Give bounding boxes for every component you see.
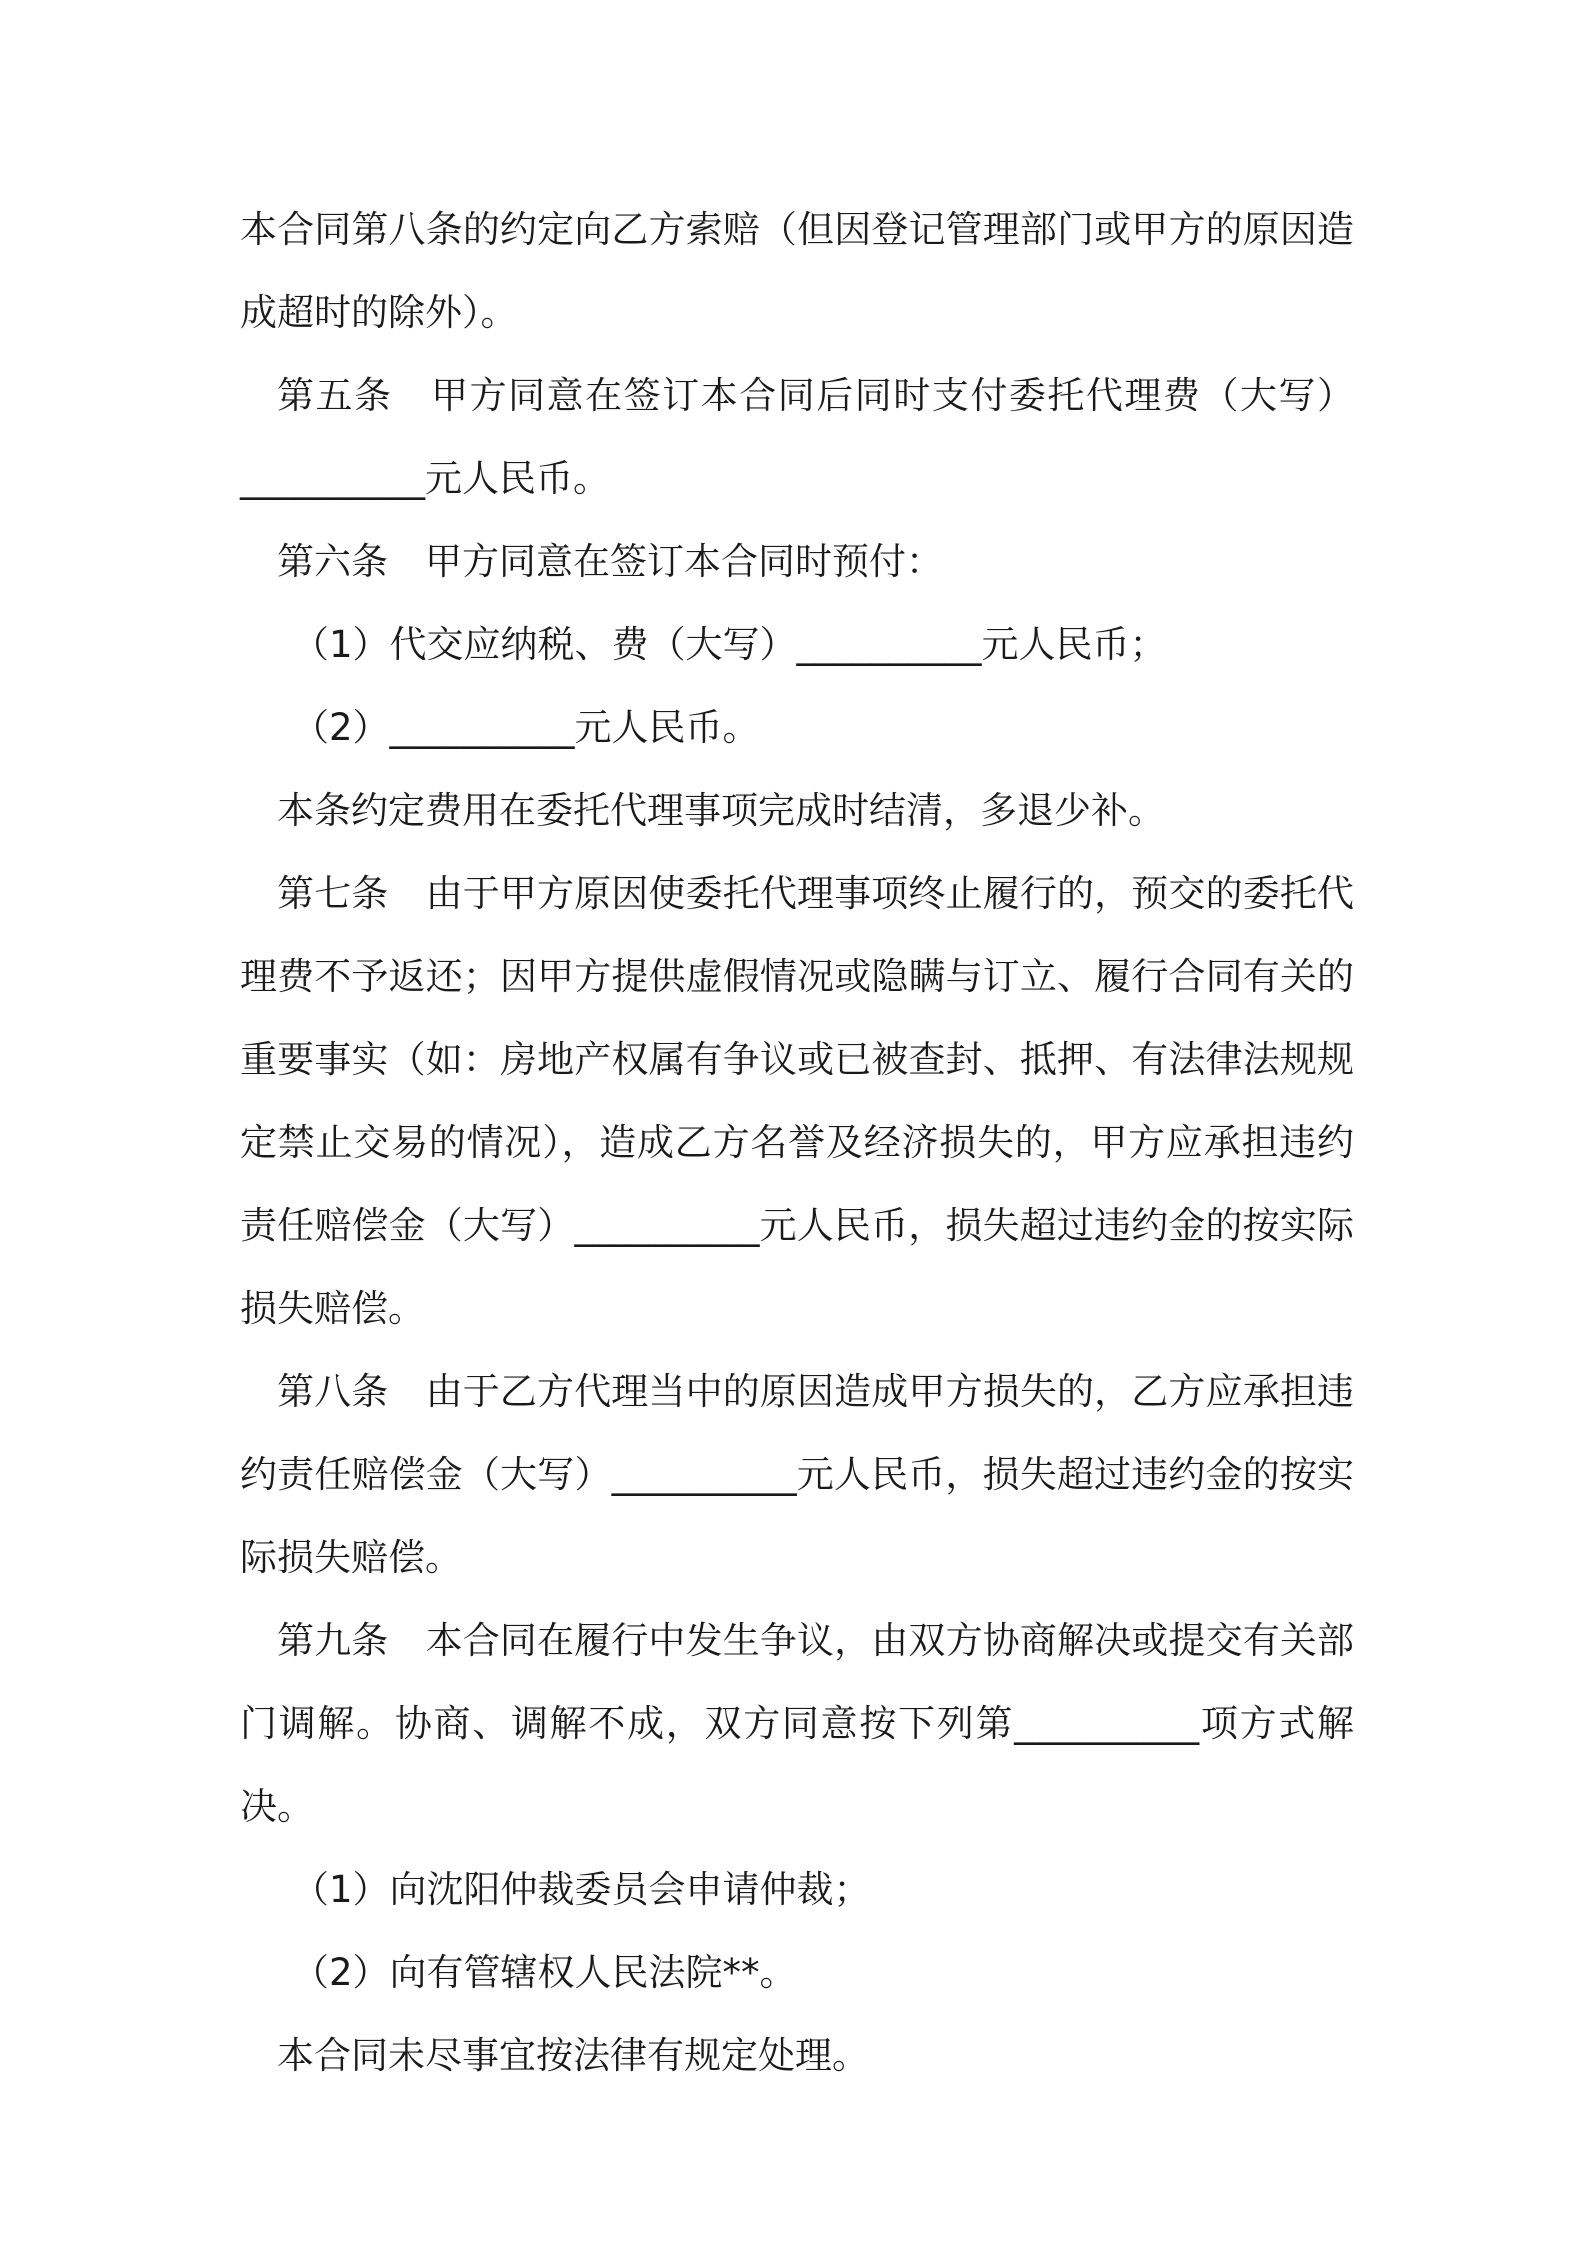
- list-item: [240, 603, 1354, 686]
- contract-body: [240, 188, 1354, 2097]
- paragraph-closing: [240, 2014, 1354, 2097]
- article-heading: 第六条: [277, 540, 388, 583]
- article-five: [240, 354, 1354, 520]
- paragraph-settlement: [240, 769, 1354, 852]
- article-heading: 第八条: [277, 1370, 389, 1413]
- list-item-text: （2）__________元人民币。: [292, 706, 760, 749]
- article-text: 甲方同意在签订本合同时预付：: [425, 540, 943, 583]
- paragraph-text: 本条约定费用在委托代理事项完成时结清，多退少补。: [277, 789, 1165, 832]
- article-text: 甲方同意在签订本合同后同时支付委托代理费（大写）__________元人民币。: [240, 374, 1355, 500]
- article-text: 由于乙方代理当中的原因造成甲方损失的，乙方应承担违约责任赔偿金（大写）__________元人民币，损失超过违约金的按实际损失赔偿。: [240, 1370, 1355, 1579]
- article-eight: [240, 1350, 1354, 1599]
- list-item: [240, 1931, 1354, 2014]
- article-text: 本合同在履行中发生争议，由双方协商解决或提交有关部门调解。协商、调解不成，双方同意按下列第__________项方式解决。: [240, 1619, 1355, 1828]
- paragraph-text: 本合同第八条的约定向乙方索赔（但因登记管理部门或甲方的原因造成超时的除外）。: [240, 208, 1354, 334]
- list-item-text: （1）代交应纳税、费（大写）__________元人民币；: [292, 623, 1167, 666]
- paragraph-text: 本合同未尽事宜按法律有规定处理。: [277, 2034, 869, 2077]
- article-six: [240, 520, 1354, 603]
- article-nine: [240, 1599, 1354, 1848]
- list-item-text: （2）向有管辖权人民法院**。: [292, 1951, 797, 1994]
- article-heading: 第九条: [277, 1619, 389, 1662]
- article-seven: [240, 852, 1354, 1350]
- paragraph-continuation: [240, 188, 1354, 354]
- list-item: [240, 686, 1354, 769]
- article-text: 由于甲方原因使委托代理事项终止履行的，预交的委托代理费不予返还；因甲方提供虚假情况或隐瞒与订立、履行合同有关的重要事实（如：房地产权属有争议或已被查封、抵押、有法律法规规定禁止交易的情况），造成乙方名誉及经济损失的，甲方应承担违约责任赔偿金（大写）__________元人民币，损失超过违约金的按实际损失赔偿。: [240, 872, 1355, 1330]
- list-item: [240, 1848, 1354, 1931]
- article-heading: 第五条: [277, 374, 393, 417]
- article-heading: 第七条: [277, 872, 389, 915]
- list-item-text: （1）向沈阳仲裁委员会申请仲裁；: [292, 1868, 871, 1911]
